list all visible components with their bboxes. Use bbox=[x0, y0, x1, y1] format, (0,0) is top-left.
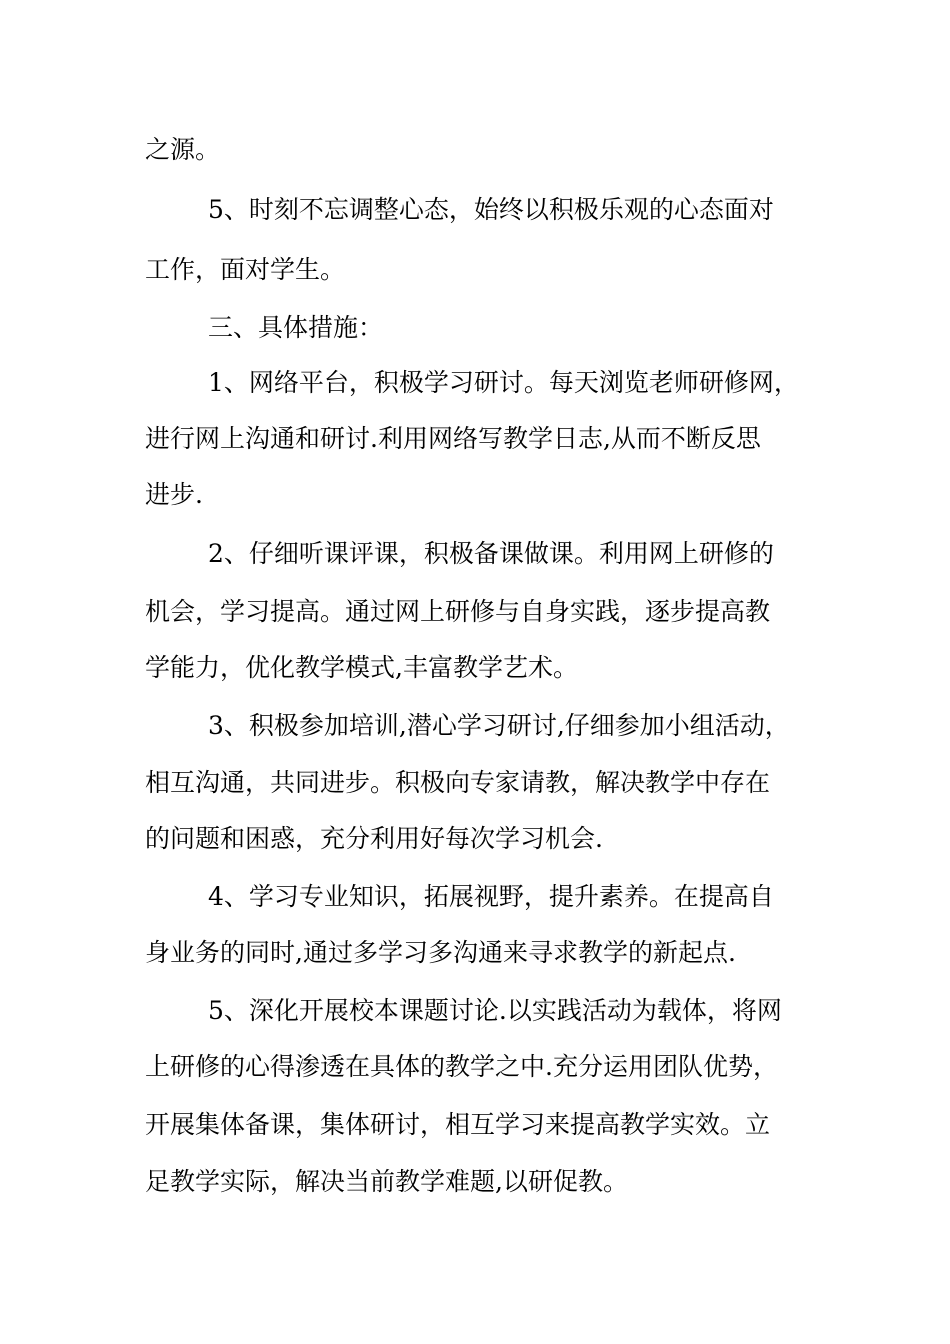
text-line: 5、时刻不忘调整心态，始终以积极乐观的心态面对 bbox=[208, 195, 774, 224]
text-line: 上研修的心得渗透在具体的教学之中.充分运用团队优势， bbox=[145, 1052, 778, 1081]
text-line: 足教学实际，解决当前教学难题,以研促教。 bbox=[145, 1167, 628, 1196]
text-line: 工作，面对学生。 bbox=[145, 255, 346, 284]
text-line: 机会，学习提高。通过网上研修与自身实践，逐步提高教 bbox=[145, 597, 771, 626]
text-line: 4、学习专业知识，拓展视野，提升素养。在提高自 bbox=[208, 882, 774, 911]
text-line: 身业务的同时,通过多学习多沟通来寻求教学的新起点. bbox=[145, 938, 736, 967]
text-line: 2、仔细听课评课，积极备课做课。利用网上研修的 bbox=[208, 539, 774, 568]
text-line: 5、深化开展校本课题讨论.以实践活动为载体，将网 bbox=[208, 996, 782, 1025]
text-line: 3、积极参加培训,潜心学习研讨,仔细参加小组活动， bbox=[208, 711, 790, 740]
text-line: 学能力，优化教学模式,丰富教学艺术。 bbox=[145, 653, 578, 682]
text-line: 开展集体备课，集体研讨，相互学习来提高教学实效。立 bbox=[145, 1110, 771, 1139]
text-line: 之源。 bbox=[145, 135, 221, 164]
text-line: 的问题和困惑，充分利用好每次学习机会. bbox=[145, 824, 603, 853]
text-line: 进行网上沟通和研讨.利用网络写教学日志,从而不断反思 bbox=[145, 424, 761, 453]
text-line: 相互沟通，共同进步。积极向专家请教，解决教学中存在 bbox=[145, 768, 771, 797]
section-heading: 三、具体措施： bbox=[208, 313, 384, 342]
text-line: 1、网络平台，积极学习研讨。每天浏览老师研修网， bbox=[208, 368, 799, 397]
text-line: 进步. bbox=[145, 480, 203, 509]
